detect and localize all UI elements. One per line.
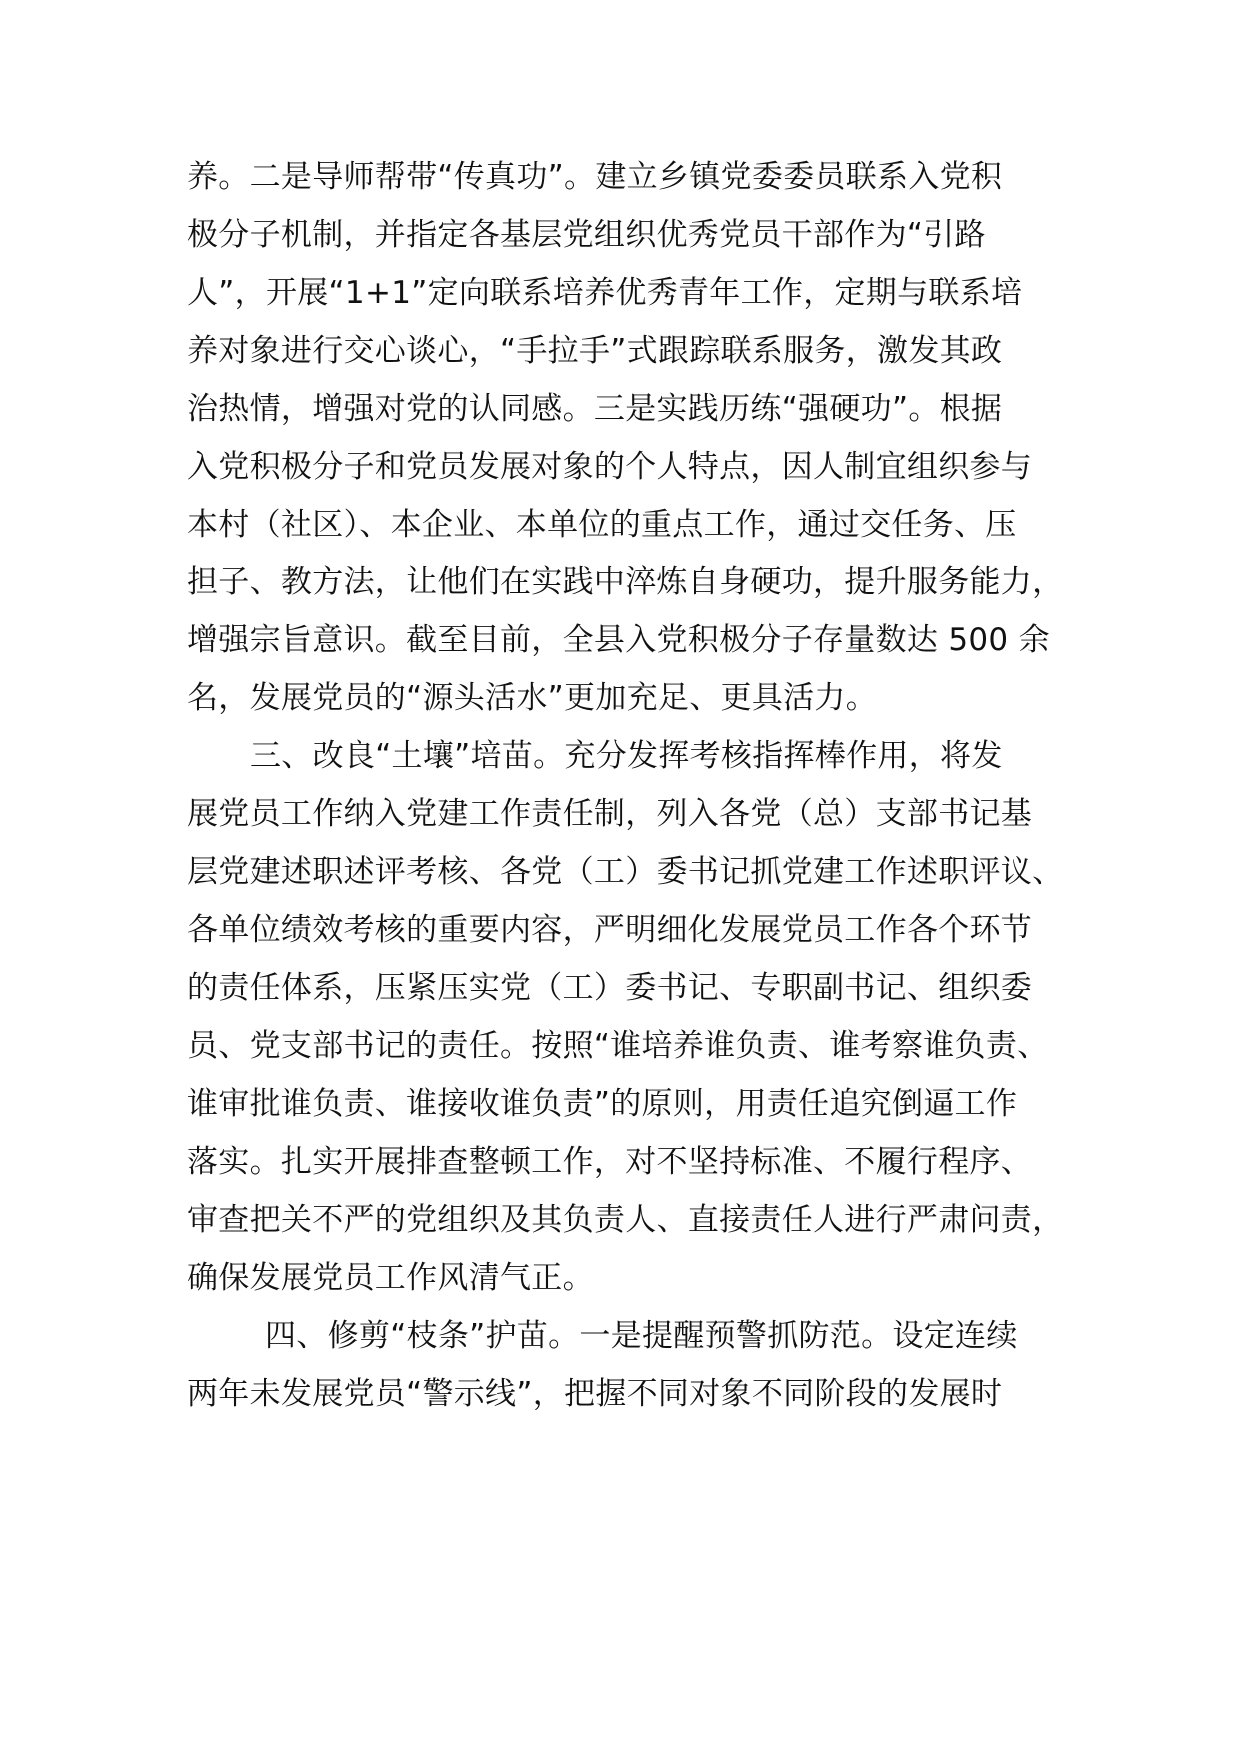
text-line: 养对象进行交心谈心，“手拉手”式跟踪联系服务，激发其政 (187, 333, 1003, 369)
text-line: 名，发展党员的“源头活水”更加充足、更具活力。 (187, 680, 878, 716)
text-line: 入党积极分子和党员发展对象的个人特点，因人制宜组织参与 (187, 449, 1033, 485)
text-line: 治热情，增强对党的认同感。三是实践历练“强硬功”。根据 (187, 391, 1003, 427)
text-line: 养。二是导师帮带“传真功”。建立乡镇党委委员联系入党积 (187, 159, 1003, 195)
text-line: 两年未发展党员“警示线”，把握不同对象不同阶段的发展时 (187, 1376, 1003, 1412)
text-line: 人”，开展“1+1”定向联系培养优秀青年工作，定期与联系培 (187, 275, 1023, 311)
paragraph-heading-3: 三、改良“土壤”培苗。充分发挥考核指挥棒作用，将发 (250, 738, 1003, 774)
text-line: 员、党支部书记的责任。按照“谁培养谁负责、谁考察谁负责、 (187, 1028, 1049, 1064)
text-line: 本村（社区）、本企业、本单位的重点工作，通过交任务、压 (187, 507, 1017, 543)
text-line: 落实。扎实开展排查整顿工作，对不坚持标准、不履行程序、 (187, 1144, 1033, 1180)
text-line: 极分子机制，并指定各基层党组织优秀党员干部作为“引路 (187, 217, 986, 253)
text-line: 展党员工作纳入党建工作责任制，列入各党（总）支部书记基 (187, 796, 1033, 832)
text-line: 谁审批谁负责、谁接收谁负责”的原则，用责任追究倒逼工作 (187, 1086, 1018, 1122)
text-line: 各单位绩效考核的重要内容，严明细化发展党员工作各个环节 (187, 912, 1033, 948)
text-line: 审查把关不严的党组织及其负责人、直接责任人进行严肃问责， (187, 1202, 1064, 1238)
text-line: 增强宗旨意识。截至目前，全县入党积极分子存量数达 500 余 (187, 622, 1050, 658)
paragraph-heading-4: 四、修剪“枝条”护苗。一是提醒预警抓防范。设定连续 (265, 1318, 1018, 1354)
text-line: 的责任体系，压紧压实党（工）委书记、专职副书记、组织委 (187, 970, 1033, 1006)
text-line: 担子、教方法，让他们在实践中淬炼自身硬功，提升服务能力， (187, 564, 1064, 600)
text-line: 层党建述职述评考核、各党（工）委书记抓党建工作述职评议、 (187, 854, 1064, 890)
text-line: 确保发展党员工作风清气正。 (187, 1260, 594, 1296)
